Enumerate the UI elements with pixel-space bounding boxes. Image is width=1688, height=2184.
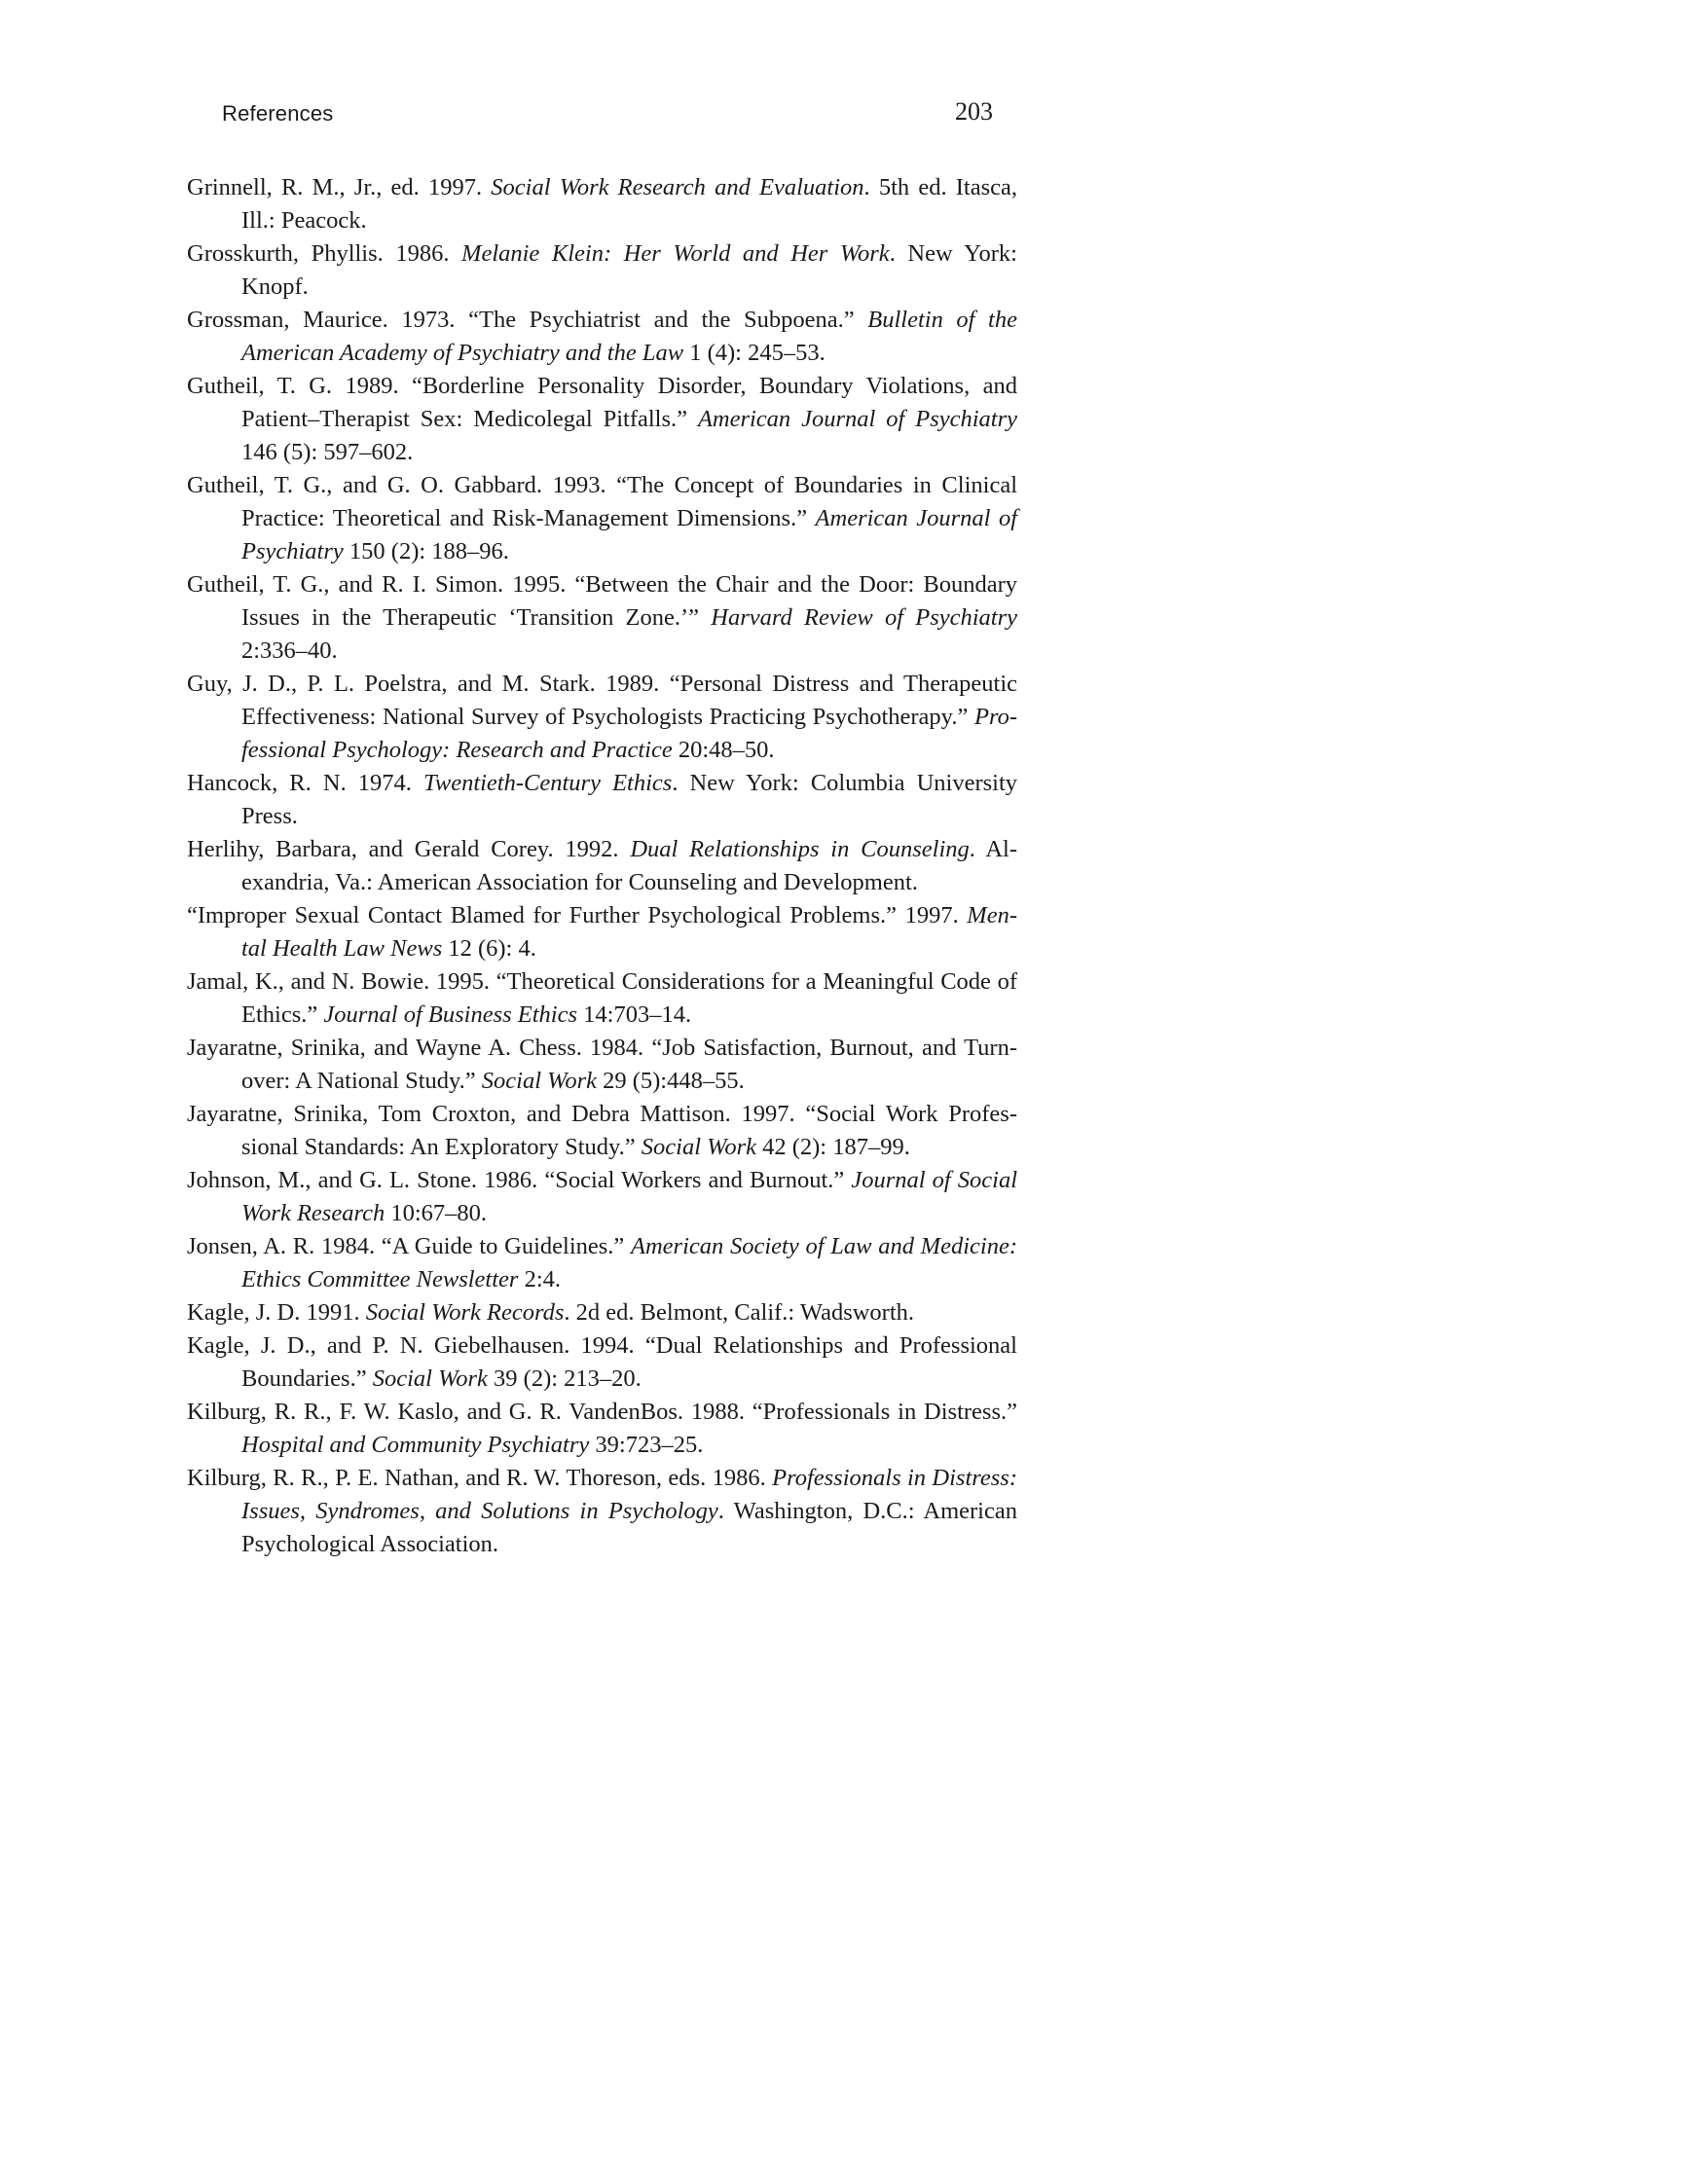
reference-title-italic: American Journal of Psychiatry — [697, 406, 1017, 432]
reference-text: 39:723–25. — [589, 1432, 704, 1458]
reference-text: Kagle, J. D. 1991. — [187, 1299, 366, 1326]
reference-text: 42 (2): 187–99. — [755, 1134, 910, 1160]
reference-list — [187, 171, 1017, 1561]
reference-entry — [187, 767, 1017, 833]
reference-title-italic: Bulletin of the American Academy of Psychiatry and the Law — [241, 307, 1017, 366]
reference-title-italic: Melanie Klein: Her World and Her Work — [461, 240, 890, 267]
reference-entry — [187, 1396, 1017, 1462]
reference-entry — [187, 568, 1017, 668]
reference-text: Kilburg, R. R., P. E. Nathan, and R. W. Thoreson, eds. 1986. — [187, 1465, 773, 1491]
reference-text: . Washington, D.C.: American Psychological Association. — [241, 1498, 1017, 1557]
reference-title-italic: Social Work — [481, 1068, 597, 1094]
reference-title-italic: Hospital and Community Psychiatry — [241, 1432, 590, 1458]
reference-text: . 5th ed. Itasca, Ill.: Peacock. — [241, 174, 1017, 234]
reference-text: . New York: Columbia University Press. — [241, 770, 1017, 829]
reference-title-italic: Social Work — [641, 1134, 756, 1160]
reference-text: Gutheil, T. G., and R. I. Simon. 1995. “Between the Chair and the Door: Boundary Issues in the Therapeutic ‘Transition Zone.’” — [187, 571, 1017, 631]
reference-title-italic: American Journal of Psychiatry — [241, 505, 1017, 564]
reference-title-italic: Social Work Research and Evaluation — [491, 174, 864, 200]
reference-entry — [187, 1230, 1017, 1296]
reference-text: Hancock, R. N. 1974. — [187, 770, 424, 796]
reference-entry — [187, 1032, 1017, 1098]
reference-text: 146 (5): 597–602. — [241, 439, 414, 465]
reference-text: 1 (4): 245–53. — [683, 340, 826, 366]
reference-title-italic: Harvard Review of Psychiatry — [711, 604, 1017, 631]
reference-text: . 2d ed. Belmont, Calif.: Wadsworth. — [564, 1299, 915, 1326]
reference-title-italic: Dual Relationships in Counseling — [630, 836, 970, 862]
reference-text: 12 (6): 4. — [442, 935, 536, 962]
reference-entry — [187, 469, 1017, 568]
reference-title-italic: Social Work — [372, 1365, 488, 1392]
reference-entry — [187, 304, 1017, 370]
reference-title-italic: Professionals in Distress: Issues, Syndromes, and Solutions in Psychology — [241, 1465, 1017, 1524]
reference-entry — [187, 1329, 1017, 1396]
reference-text: 39 (2): 213–20. — [487, 1365, 642, 1392]
reference-text: Jonsen, A. R. 1984. “A Guide to Guidelines.” — [187, 1233, 632, 1259]
reference-title-italic: Men-tal Health Law News — [241, 902, 1017, 962]
reference-text: “Improper Sexual Contact Blamed for Further Psychological Problems.” 1997. — [187, 902, 968, 928]
reference-text: Kilburg, R. R., F. W. Kaslo, and G. R. VandenBos. 1988. “Professionals in Distress.” — [187, 1399, 1017, 1425]
reference-text: . Al-exandria, Va.: American Association for Counseling and Development. — [241, 836, 1018, 895]
reference-title-italic: Journal of Social Work Research — [241, 1167, 1017, 1226]
reference-entry — [187, 965, 1017, 1032]
running-head: References — [222, 101, 334, 126]
reference-text: . New York: Knopf. — [241, 240, 1017, 300]
reference-entry — [187, 370, 1017, 469]
reference-text: Grosskurth, Phyllis. 1986. — [187, 240, 462, 267]
page-number: 203 — [955, 97, 993, 126]
reference-text: 10:67–80. — [385, 1200, 488, 1226]
reference-text: Kagle, J. D., and P. N. Giebelhausen. 1994. “Dual Relationships and Professional Boundaries.” — [187, 1332, 1017, 1392]
reference-text: 2:4. — [518, 1266, 561, 1292]
reference-text: Jamal, K., and N. Bowie. 1995. “Theoretical Considerations for a Meaningful Code of Ethics.” — [187, 968, 1017, 1028]
reference-entry — [187, 899, 1017, 965]
reference-text: 20:48–50. — [672, 737, 775, 763]
reference-text: Jayaratne, Srinika, and Wayne A. Chess. 1984. “Job Satisfaction, Burnout, and Turn-over: A National Study.” — [187, 1035, 1017, 1094]
reference-entry — [187, 1164, 1017, 1230]
reference-text: 29 (5):448–55. — [596, 1068, 745, 1094]
reference-text: Gutheil, T. G. 1989. “Borderline Personality Disorder, Boundary Violations, and Patient–Therapist Sex: Medicolegal Pitfalls.” — [187, 373, 1017, 432]
reference-entry — [187, 833, 1017, 899]
reference-entry — [187, 1098, 1017, 1164]
reference-entry — [187, 668, 1017, 767]
reference-title-italic: Pro-fessional Psychology: Research and Practice — [241, 704, 1017, 763]
reference-text: Grinnell, R. M., Jr., ed. 1997. — [187, 174, 492, 200]
reference-title-italic: Social Work Records — [365, 1299, 565, 1326]
page-header — [222, 97, 993, 136]
reference-entry — [187, 237, 1017, 304]
reference-text: Herlihy, Barbara, and Gerald Corey. 1992. — [187, 836, 631, 862]
reference-title-italic: Twentieth-Century Ethics — [423, 770, 673, 796]
reference-title-italic: Journal of Business Ethics — [323, 1001, 578, 1028]
reference-text: 2:336–40. — [241, 637, 338, 664]
reference-text: Johnson, M., and G. L. Stone. 1986. “Social Workers and Burnout.” — [187, 1167, 852, 1193]
reference-text: Jayaratne, Srinika, Tom Croxton, and Debra Mattison. 1997. “Social Work Profes-sional Standards: An Exploratory Study.” — [187, 1101, 1017, 1160]
reference-text: 150 (2): 188–96. — [343, 538, 509, 564]
reference-title-italic: American Society of Law and Medicine: Ethics Committee Newsletter — [241, 1233, 1017, 1292]
reference-entry — [187, 1296, 1017, 1329]
reference-text: 14:703–14. — [577, 1001, 692, 1028]
reference-text: Guy, J. D., P. L. Poelstra, and M. Stark. 1989. “Personal Distress and Therapeutic Effectiveness: National Survey of Psychologists Practicing Psychotherapy.” — [187, 671, 1017, 730]
reference-entry — [187, 171, 1017, 237]
reference-text: Gutheil, T. G., and G. O. Gabbard. 1993. “The Concept of Boundaries in Clinical Practice: Theoretical and Risk-Management Dimensions.” — [187, 472, 1017, 531]
reference-entry — [187, 1462, 1017, 1561]
reference-text: Grossman, Maurice. 1973. “The Psychiatrist and the Subpoena.” — [187, 307, 868, 333]
